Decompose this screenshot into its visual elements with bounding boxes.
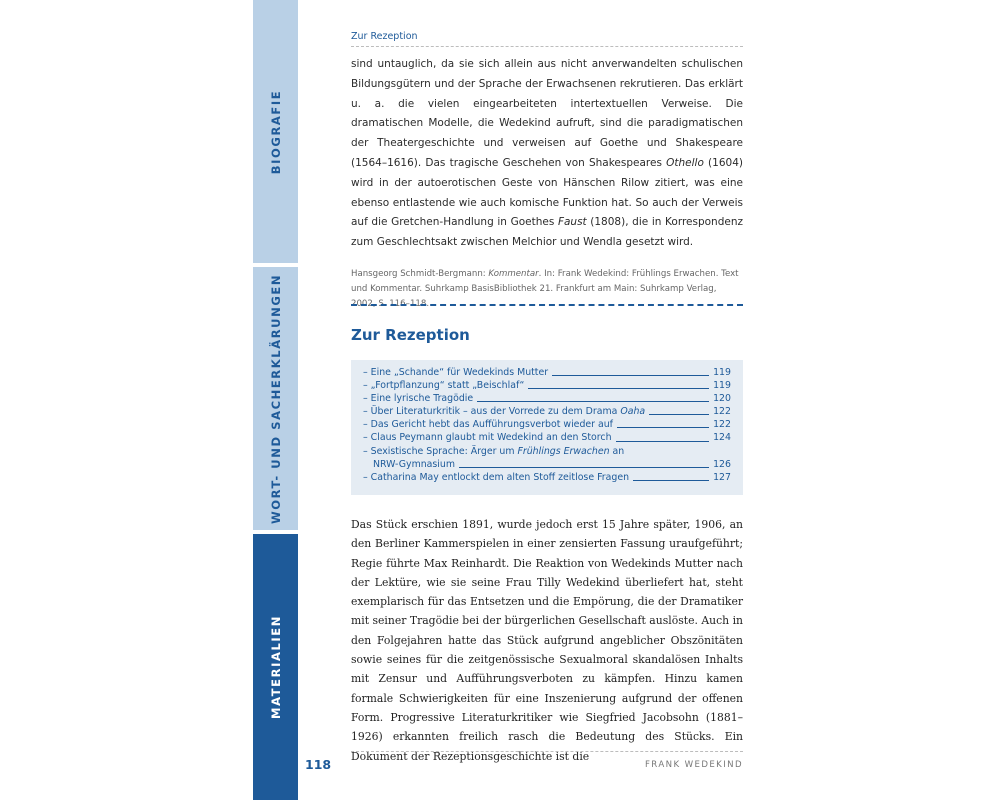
quote-text: sind untauglich, da sie sich allein aus nicht anverwandelten schulischen Bildungsgütern und der Sprache der Erwachsenen rekrutieren. Das erklärt u. a. die vielen eingearbeiteten intertextuellen Verweise. Die dramatischen Modelle, die Wedekind aufruft, sind die paradigmatischen der Theatergeschichte und verweisen auf Goethe und Shakespeare (1564–1616). Das tragische Geschehen von Shakespeares Othello (1604) wird in der autoerotischen Geste von Hänschen Rilow zitiert, was eine ebenso entlastende wie auch komische Funktion hat. So auch der Verweis auf die Gretchen-Handlung in Goethes Faust (1808), die in Korrespondenz zum Geschlechtsakt zwischen Melchior und Wendla gesetzt wird. <box>351 58 743 249</box>
tab-biografie[interactable] <box>253 0 298 263</box>
source-note: Hansgeorg Schmidt-Bergmann: Kommentar. In: Frank Wedekind: Frühlings Erwachen. Text und Kommentar. Suhrkamp BasisBibliothek 21. Frankfurt am Main: Suhrkamp Verlag, 2002, S. 116–118. <box>351 268 739 309</box>
toc-entry[interactable]: – Über Literaturkritik – aus der Vorrede zu dem Drama Oaha 122 <box>363 406 731 418</box>
tab-wort-und-sacherklaerungen[interactable] <box>253 267 298 530</box>
toc-entry[interactable]: – Das Gericht hebt das Aufführungsverbot wieder auf 122 <box>363 419 731 431</box>
section-divider <box>351 304 743 306</box>
quote-block <box>351 55 743 311</box>
toc-entry[interactable]: – Sexistische Sprache: Ärger um Frühlings Erwachen an NRW-Gymnasium 126 <box>363 445 731 470</box>
running-header: Zur Rezeption <box>351 31 418 42</box>
footer-divider <box>351 751 743 752</box>
toc-entry[interactable]: – Claus Peymann glaubt mit Wedekind an den Storch 124 <box>363 432 731 444</box>
toc-entry[interactable]: – „Fortpflanzung“ statt „Beischlaf“ 119 <box>363 380 731 392</box>
body-text: Das Stück erschien 1891, wurde jedoch erst 15 Jahre später, 1906, an den Berliner Kammerspielen in einer zensierten Fassung uraufgeführt; Regie führte Max Reinhardt. Die Reaktion von Wedekinds Mutter nach der Lektüre, wie sie seine Frau Tilly Wedekind überliefert hat, steht exemplarisch für das Entsetzen und die Empörung, die der Dramatiker mit seiner Tragödie bei der bürgerlichen Gesellschaft auslöste. Auch in den Folgejahren hatte das Stück aufgrund angeblicher Obszönitäten sowie seines für die zeitgenössische Sexualmoral skandalösen Inhalts mit Zensur und Aufführungsverboten zu kämpfen. Hinzu kamen formale Schwierigkeiten für eine Inszenierung aufgrund der offenen Form. Progressive Literaturkritiker wie Siegfried Jacobsohn (1881–1926) erkannten freilich rasch die Bedeutung des Stücks. Ein Dokument der Rezeptionsgeschichte ist die <box>351 518 743 763</box>
header-divider <box>351 46 743 47</box>
page-number: 118 <box>305 757 332 772</box>
tab-materialien[interactable] <box>253 534 298 800</box>
tab-biografie-label: BIOGRAFIE <box>268 89 283 174</box>
tab-wort-label: WORT- UND SACHERKLÄRUNGEN <box>268 273 283 524</box>
toc-entry[interactable]: – Catharina May entlockt dem alten Stoff zeitlose Fragen 127 <box>363 471 731 483</box>
toc-entry[interactable]: – Eine lyrische Tragödie 120 <box>363 393 731 405</box>
toc-entry[interactable]: – Eine „Schande“ für Wedekinds Mutter 119 <box>363 367 731 378</box>
table-of-contents <box>351 360 743 495</box>
side-tab-bar <box>253 0 298 800</box>
tab-materialien-label: MATERIALIEN <box>268 615 283 719</box>
section-heading: Zur Rezeption <box>351 326 470 344</box>
footer-title: FRANK WEDEKIND <box>644 760 743 770</box>
